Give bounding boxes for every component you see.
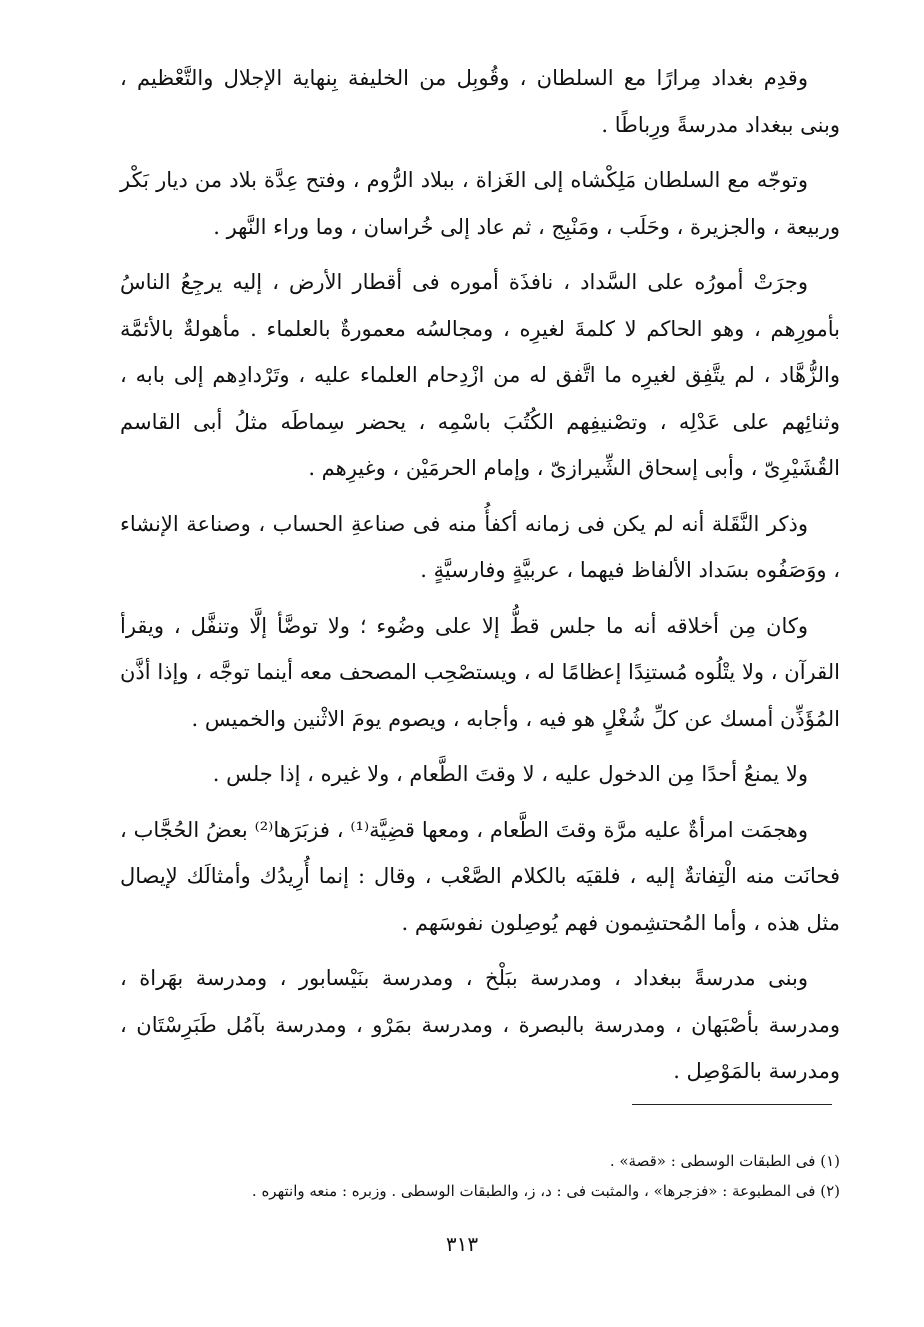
paragraph-1: وقدِم بغداد مِرارًا مع السلطان ، وقُوبِل من الخليفة بِنهاية الإجلال والتَّعْظيم ، وبنى ببغداد مدرسةً ورِباطًا . (120, 66, 840, 137)
paragraph-5: وكان مِن أخلاقه أنه ما جلس قطُّ إلا على وضُوء ؛ ولا توضَّأ إلَّا وتنفَّل ، ويقرأ القرآن ، ولا يتْلُوه مُستنِدًا إعظامًا له ، ويستصْحِب المصحف معه أينما توجَّه ، وإذا أذَّن المُؤَذِّن أمسك عن كلِّ شُغْلٍ هو فيه ، وأجابه ، ويصوم يومَ الاثْنين والخميس . (120, 613, 840, 731)
page-number: ٣١٣ (445, 1232, 479, 1256)
main-text (120, 55, 840, 1104)
footnote-2: (٢) فى المطبوعة : «فزجرها» ، والمثبت فى : د، ز، والطبقات الوسطى . وزبره : منعه وانتهره . (251, 1182, 840, 1200)
paragraph-6: ولا يمنعُ أحدًا مِن الدخول عليه ، لا وقتَ الطَّعام ، ولا غيره ، إذا جلس . (212, 762, 808, 786)
paragraph-3: وجرَتْ أمورُه على السَّداد ، نافذَة أموره فى أقطار الأرض ، إليه يرجِعُ الناسُ بأمورِهم ، وهو الحاكم لا كلمةَ لغيرِه ، ومجالسُه معمورةٌ بالعلماء . مأهولةٌ بالأئمَّة والزُّهَّاد ، لم يتَّفِق لغيرِه ما اتَّفق له من ازْدِحام العلماء عليه ، وتَرْدادِهم إلى بابه ، وثنائِهم على عَدْلِه ، وتصْنيفِهم الكُتُبَ باسْمِه ، يحضر سِماطَه مثلُ أبى القاسم القُشَيْرِىّ ، وأبى إسحاق الشِّيرازىّ ، وإمام الحرمَيْن ، وغيرِهم . (120, 270, 840, 480)
paragraph-8: وبنى مدرسةً ببغداد ، ومدرسة ببَلْخ ، ومدرسة بنَيْسابور ، ومدرسة بهَراة ، ومدرسة بأصْبَهان ، ومدرسة بالبصرة ، ومدرسة بمَرْو ، ومدرسة بآمُل طَبَرِسْتَان ، ومدرسة بالمَوْصِل . (120, 966, 840, 1083)
paragraph-7: وهجمَت امرأةٌ عليه مرَّة وقتَ الطَّعام ، ومعها قضِيَّة⁽¹⁾ ، فزبَرَها⁽²⁾ بعضُ الحُجَّاب ، فحانَت منه الْتِفاتةٌ إليه ، فلقيَه بالكلام الصَّعْب ، وقال : إنما أُرِيدُك وأمثالَك لإيصال مثل هذه ، وأما المُحتشِمون فهم يُوصِلون نفوسَهم . (120, 817, 840, 935)
footnote-divider (632, 1104, 832, 1105)
paragraph-4: وذكر النَّقَلة أنه لم يكن فى زمانه أكفأُ منه فى صناعةِ الحساب ، وصناعة الإنشاء ، ووَصَفُوه بسَداد الألفاظ فيهما ، عربيَّةٍ وفارسيَّةٍ . (120, 511, 840, 582)
footnotes (140, 1146, 840, 1206)
footnote-1: (١) فى الطبقات الوسطى : «قصة» . (609, 1152, 840, 1170)
paragraph-2: وتوجّه مع السلطان مَلِكْشاه إلى الغَزاة ، ببلاد الرُّوم ، وفتح عِدَّة بلاد من ديار بَكْر وربيعة ، والجزيرة ، وحَلَب ، ومَنْبِج ، ثم عاد إلى خُراسان ، وما وراء النَّهر . (120, 168, 840, 239)
